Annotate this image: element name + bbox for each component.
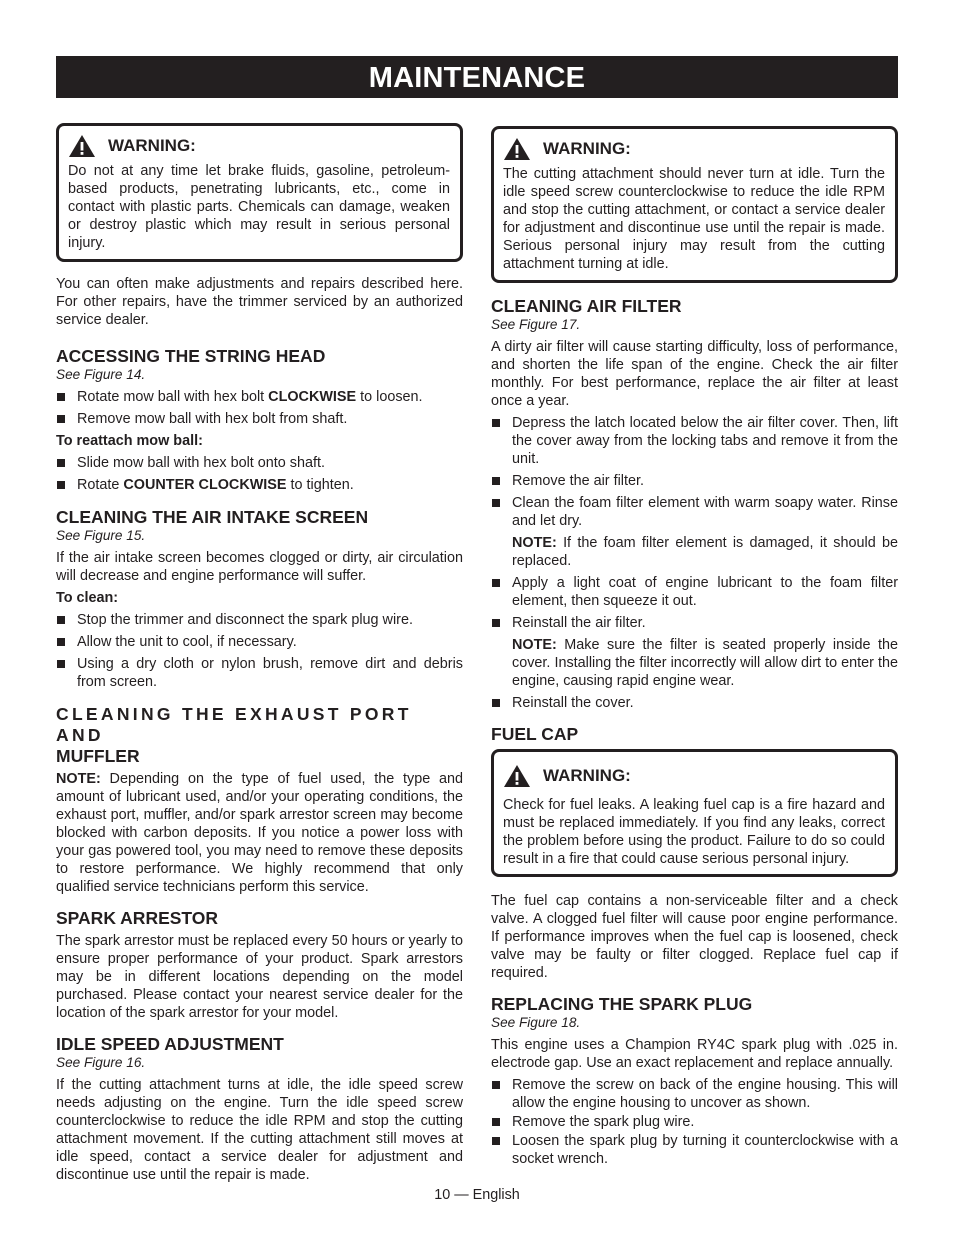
air-filter-list-3 (491, 694, 898, 712)
right-column (491, 126, 898, 1172)
air-filter-list (491, 414, 898, 530)
reattach-label: To reattach mow ball: (56, 433, 203, 449)
warning-triangle-icon (503, 764, 531, 788)
list-item: Allow the unit to cool, if necessary. (56, 633, 463, 651)
air-intake-text: If the air intake screen becomes clogged or dirty, air circulation will decrease and engine performance will suffer. (56, 550, 463, 584)
exhaust-note: NOTE: Depending on the type of fuel used, the type and amount of lubricant used, and/or your operating conditions, the exhaust port, muffler, and/or spark arrestor screen may become blocked with carbon deposits. If you notice a power loss with your gas powered tool, you may need to remove these deposits to restore performance. We highly recommend that only qualified service technicians perform this service. (56, 771, 463, 895)
spark-plug-list (491, 1076, 898, 1168)
warning-text: The cutting attachment should never turn at idle. Turn the idle speed screw counterclockwise to reduce the idle RPM and stop the cutting attachment, or contact a service dealer for adjustment and discontinue use until the repair is made. Serious personal injury may result from the cutting attachment turning at idle. (503, 166, 885, 272)
page-footer: 10 — English (434, 1187, 520, 1203)
section-heading-spark-arrestor: SPARK ARRESTOR (56, 908, 219, 928)
list-item: Slide mow ball with hex bolt onto shaft. (56, 454, 463, 472)
figure-ref: See Figure 14. (56, 367, 146, 382)
list-item: Remove the spark plug wire. (491, 1113, 898, 1131)
list-item: Rotate mow ball with hex bolt CLOCKWISE to loosen. (56, 388, 463, 406)
string-head-list (56, 388, 463, 428)
note-foam: NOTE: If the foam filter element is damaged, it should be replaced. (512, 535, 898, 569)
reattach-list (56, 454, 463, 494)
air-filter-text: A dirty air filter will cause starting difficulty, loss of performance, and shorten the life span of the engine. Check the air filter monthly. For best performance, replace the air filter at least once a year. (491, 339, 898, 409)
spark-arrestor-text: The spark arrestor must be replaced every 50 hours or yearly to ensure proper performance of your product. Spark arrestors may be in different locations depending on the model purchased. Please contact your nearest service dealer for the location of the spark arrestor for your model. (56, 933, 463, 1021)
section-heading-exhaust: CLEANING THE EXHAUST PORT AND MUFFLER (56, 704, 412, 766)
list-item: Reinstall the air filter. (491, 614, 898, 632)
clean-label: To clean: (56, 590, 119, 606)
left-column (56, 123, 463, 1184)
list-item: Apply a light coat of engine lubricant to the foam filter element, then squeeze it out. (491, 574, 898, 610)
warning-title: WARNING: (543, 139, 631, 158)
air-filter-list-2 (491, 574, 898, 632)
warning-box (56, 123, 463, 262)
section-heading-air-intake: CLEANING THE AIR INTAKE SCREEN (56, 507, 369, 527)
list-item: Loosen the spark plug by turning it counterclockwise with a socket wrench. (491, 1132, 898, 1168)
list-item: Remove the screw on back of the engine housing. This will allow the engine housing to uncover as shown. (491, 1076, 898, 1112)
warning-box (491, 749, 898, 877)
list-item: Clean the foam filter element with warm soapy water. Rinse and let dry. (491, 494, 898, 530)
figure-ref: See Figure 15. (56, 528, 146, 543)
warning-triangle-icon (68, 134, 96, 158)
list-item: Remove mow ball with hex bolt from shaft. (56, 410, 463, 428)
warning-title: WARNING: (108, 136, 196, 155)
warning-box (491, 126, 898, 283)
section-heading-string-head: ACCESSING THE STRING HEAD (56, 346, 326, 366)
section-heading-spark-plug: REPLACING THE SPARK PLUG (491, 994, 753, 1014)
warning-text: Do not at any time let brake fluids, gasoline, petroleum-based products, penetrating lubricants, etc., come in contact with plastic parts. Chemicals can damage, weaken or destroy plastic which may result in serious personal injury. (68, 163, 450, 251)
list-item: Rotate COUNTER CLOCKWISE to tighten. (56, 476, 463, 494)
section-heading-idle-speed: IDLE SPEED ADJUSTMENT (56, 1034, 284, 1054)
warning-text: Check for fuel leaks. A leaking fuel cap is a fire hazard and must be replaced immediately. If you find any leaks, correct the problem before using the product. Failure to do so could result in a fire that could cause serious personal injury. (503, 797, 885, 867)
page-title: MAINTENANCE (56, 56, 898, 98)
figure-ref: See Figure 17. (491, 317, 581, 332)
figure-ref: See Figure 16. (56, 1055, 146, 1070)
section-heading-air-filter: CLEANING AIR FILTER (491, 296, 682, 316)
fuel-cap-text: The fuel cap contains a non-serviceable filter and a check valve. A clogged fuel filter will cause poor engine performance. If performance improves when the fuel cap is loosened, check valve may be faulty or filter clogged. Replace fuel cap if required. (491, 893, 898, 981)
figure-ref: See Figure 18. (491, 1015, 581, 1030)
list-item: Using a dry cloth or nylon brush, remove dirt and debris from screen. (56, 655, 463, 691)
warning-triangle-icon (503, 137, 531, 161)
air-intake-list (56, 611, 463, 691)
intro-text: You can often make adjustments and repairs described here. For other repairs, have the trimmer serviced by an authorized service dealer. (56, 276, 463, 328)
section-heading-fuel-cap: FUEL CAP (491, 724, 579, 744)
list-item: Remove the air filter. (491, 472, 898, 490)
list-item: Depress the latch located below the air filter cover. Then, lift the cover away from the locking tabs and remove it from the unit. (491, 414, 898, 468)
warning-title: WARNING: (543, 766, 631, 785)
list-item: Reinstall the cover. (491, 694, 898, 712)
idle-speed-text: If the cutting attachment turns at idle, the idle speed screw needs adjusting on the engine. Turn the idle speed screw counterclockwise to reduce the idle RPM and stop the cutting attachment movement. If the cutting attachment still moves at idle speed, contact a service dealer for adjustment and discontinue use until the repair is made. (56, 1077, 463, 1183)
note-seating: NOTE: Make sure the filter is seated properly inside the cover. Installing the filter incorrectly will allow dirt to enter the engine, causing rapid engine wear. (512, 637, 898, 689)
spark-plug-text: This engine uses a Champion RY4C spark plug with .025 in. electrode gap. Use an exact replacement and replace annually. (491, 1037, 898, 1071)
list-item: Stop the trimmer and disconnect the spark plug wire. (56, 611, 463, 629)
